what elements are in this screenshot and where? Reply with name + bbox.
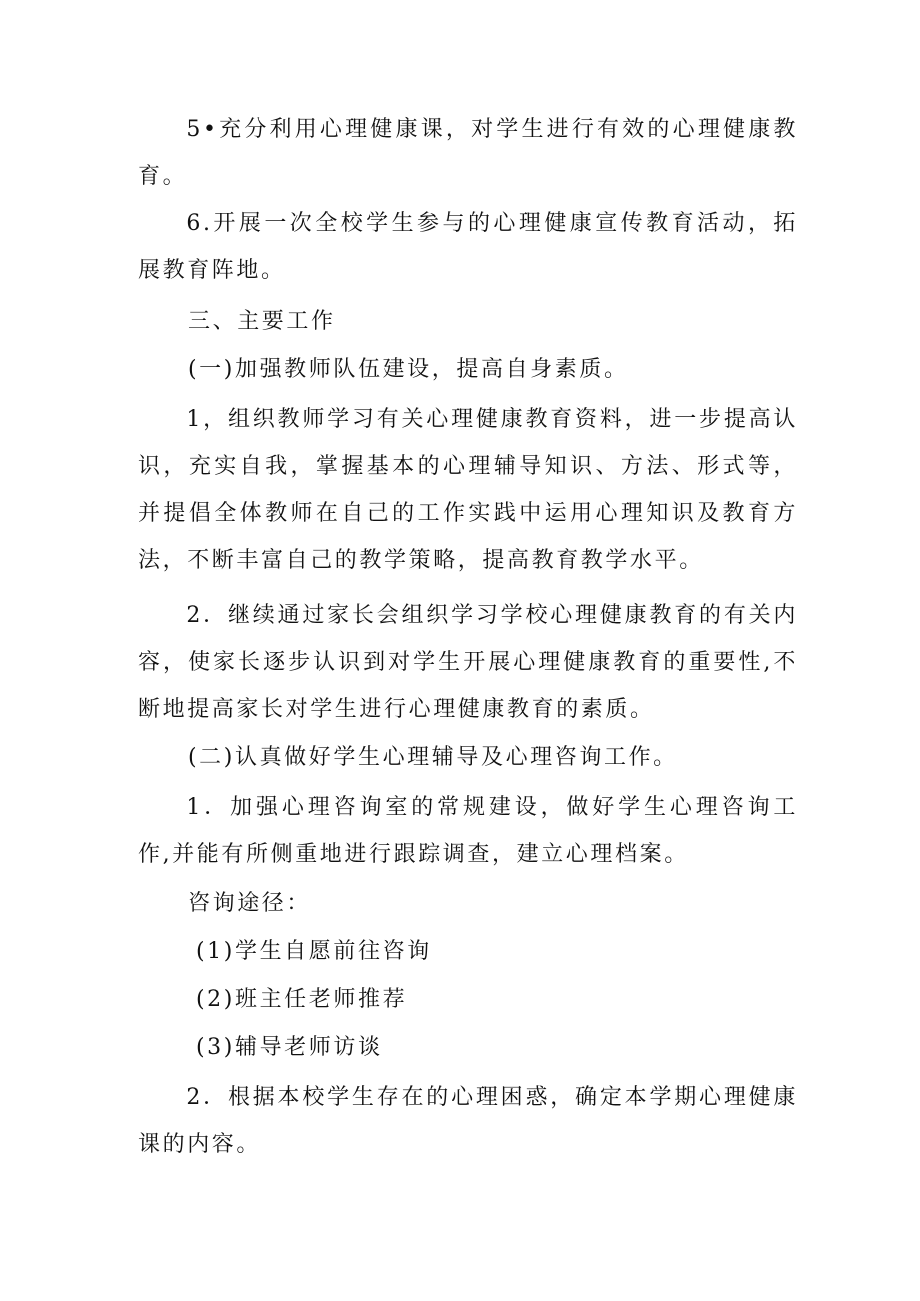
consult-item-3: (3)辅导老师访谈 [196,1035,383,1060]
consult-label: 咨询途径： [188,891,312,916]
paragraph-item-5: 5•充分利用心理健康课，对学生进行有效的心理健康教育。 [138,117,798,189]
subsection-heading-teachers: (一)加强教师队伍建设，提高自身素质。 [188,357,629,382]
paragraph-counseling-2: 2．根据本校学生存在的心理困惑，确定本学期心理健康课的内容。 [138,1085,798,1157]
subsection-heading-counseling: (二)认真做好学生心理辅导及心理咨询工作。 [188,745,678,770]
paragraph-teachers-2: 2．继续通过家长会组织学习学校心理健康教育的有关内容，使家长逐步认识到对学生开展心理健康教育的重要性,不断地提高家长对学生进行心理健康教育的素质。 [138,603,798,722]
paragraph-teachers-1: 1，组织教师学习有关心理健康教育资料，进一步提高认识，充实自我，掌握基本的心理辅导知识、方法、形式等，并提倡全体教师在自己的工作实践中运用心理知识及教育方法，不断丰富自己的教学策略，提高教育教学水平。 [138,407,798,573]
consult-item-2: (2)班主任老师推荐 [196,987,408,1012]
paragraph-item-6: 6.开展一次全校学生参与的心理健康宣传教育活动，拓展教育阵地。 [138,211,798,283]
consult-item-1: (1)学生自愿前往咨询 [196,939,432,964]
paragraph-counseling-1: 1．加强心理咨询室的常规建设，做好学生心理咨询工作,并能有所侧重地进行跟踪调查，建立心理档案。 [138,795,798,867]
section-heading-main-work: 三、主要工作 [188,309,336,334]
